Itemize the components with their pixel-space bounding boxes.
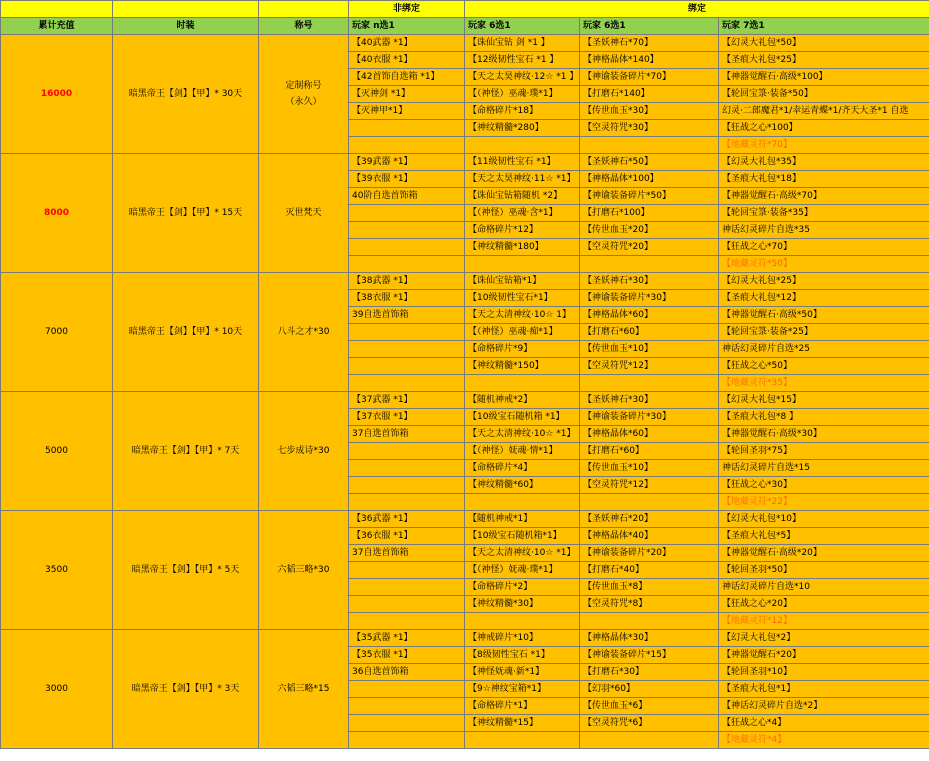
- reward-cell: 【40衣服 *1】: [349, 52, 465, 69]
- reward-cell: 【圣妖神石*30】: [580, 392, 719, 409]
- reward-cell: 【神器觉醒石·高级*50】: [719, 307, 929, 324]
- reward-cell: 【随机神戒*2】: [465, 392, 580, 409]
- title-reward: 八斗之才*30: [259, 273, 349, 392]
- reward-cell: 【10级韧性宝石*1】: [465, 290, 580, 307]
- reward-cell: [580, 613, 719, 630]
- reward-cell: 【圣痕大礼包*8 】: [719, 409, 929, 426]
- reward-cell: 【神谕装备碎片*15】: [580, 647, 719, 664]
- reward-cell: 【地藏灵符*22】: [719, 494, 929, 511]
- reward-cell: 【幻灵大礼包*2】: [719, 630, 929, 647]
- reward-cell: [349, 613, 465, 630]
- reward-cell: 【幻灵大礼包*25】: [719, 273, 929, 290]
- header-blank-2: [113, 1, 259, 18]
- header-row-top: [1, 1, 929, 18]
- reward-cell: 【幻灵大礼包*50】: [719, 35, 929, 52]
- reward-cell: 【神格晶体*60】: [580, 426, 719, 443]
- header-title: 称号: [259, 18, 349, 35]
- reward-cell: 【神纹精髓*150】: [465, 358, 580, 375]
- reward-cell: 神话幻灵碎片自选*15: [719, 460, 929, 477]
- reward-cell: 【10级宝石随机箱*1】: [465, 528, 580, 545]
- fashion-reward: 暗黑帝王【剑】【甲】* 30天: [113, 35, 259, 154]
- reward-cell: 【42首饰自选箱 *1】: [349, 69, 465, 86]
- header-pick6-b: 玩家 6选1: [580, 18, 719, 35]
- reward-cell: 【圣妖神石*20】: [580, 511, 719, 528]
- reward-cell: 【狂战之心*100】: [719, 120, 929, 137]
- reward-cell: 【天之太清神纹·10☆ 1】: [465, 307, 580, 324]
- reward-cell: [349, 579, 465, 596]
- reward-cell: [349, 137, 465, 154]
- reward-cell: [465, 613, 580, 630]
- reward-cell: 【38武器 *1】: [349, 273, 465, 290]
- reward-cell: 【神纹精髓*30】: [465, 596, 580, 613]
- reward-cell: 【圣妖神石*70】: [580, 35, 719, 52]
- header-pick6-a: 玩家 6选1: [465, 18, 580, 35]
- reward-cell: [580, 732, 719, 749]
- reward-cell: [349, 256, 465, 273]
- reward-cell: 【11级韧性宝石 *1】: [465, 154, 580, 171]
- reward-cell: 37自选首饰箱: [349, 545, 465, 562]
- reward-cell: 【诛仙宝钻箱随机 *2】: [465, 188, 580, 205]
- reward-cell: 【神格晶体*30】: [580, 630, 719, 647]
- reward-cell: 【诛仙宝钻 剑 *1 】: [465, 35, 580, 52]
- reward-cell: [349, 477, 465, 494]
- header-pick7: 玩家 7选1: [719, 18, 929, 35]
- reward-cell: 【神器觉醒石*20】: [719, 647, 929, 664]
- reward-cell: 幻灵·二郎魔君*1/幸运青蝶*1/齐天大圣*1 自选: [719, 103, 929, 120]
- header-row-columns: [1, 18, 929, 35]
- reward-cell: 【37武器 *1】: [349, 392, 465, 409]
- reward-cell: [349, 443, 465, 460]
- table-row: [1, 630, 929, 647]
- reward-cell: [465, 494, 580, 511]
- reward-cell: 【40武器 *1】: [349, 35, 465, 52]
- reward-cell: 【打磨石*60】: [580, 324, 719, 341]
- recharge-amount: 3000: [1, 630, 113, 749]
- header-recharge: 累计充值: [1, 18, 113, 35]
- reward-cell: 【（神怪）妩魂·情*1】: [465, 443, 580, 460]
- recharge-amount: 16000: [1, 35, 113, 154]
- reward-cell: 【空灵符咒*6】: [580, 715, 719, 732]
- reward-cell: 【天之太昊神纹·12☆ *1 】: [465, 69, 580, 86]
- reward-cell: 【轮回宝箓·装备*50】: [719, 86, 929, 103]
- reward-cell: 【神格晶体*60】: [580, 307, 719, 324]
- fashion-reward: 暗黑帝王【剑】【甲】* 15天: [113, 154, 259, 273]
- reward-cell: 【空灵符咒*30】: [580, 120, 719, 137]
- reward-cell: [349, 205, 465, 222]
- reward-cell: 【打磨石*60】: [580, 443, 719, 460]
- header-pick-n: 玩家 n选1: [349, 18, 465, 35]
- reward-cell: 【打磨石*140】: [580, 86, 719, 103]
- fashion-reward: 暗黑帝王【剑】【甲】* 5天: [113, 511, 259, 630]
- reward-cell: [465, 137, 580, 154]
- recharge-amount: 3500: [1, 511, 113, 630]
- reward-cell: 【狂战之心*50】: [719, 358, 929, 375]
- reward-cell: [349, 715, 465, 732]
- reward-cell: 【灭神剑 *1】: [349, 86, 465, 103]
- reward-cell: [465, 375, 580, 392]
- reward-cell: 【神谕装备碎片*20】: [580, 545, 719, 562]
- reward-cell: 【神器觉醒石·高级*20】: [719, 545, 929, 562]
- reward-cell: 【圣妖神石*30】: [580, 273, 719, 290]
- reward-cell: 神话幻灵碎片自选*35: [719, 222, 929, 239]
- reward-cell: [349, 698, 465, 715]
- reward-cell: [349, 460, 465, 477]
- reward-cell: 【幻灵大礼包*15】: [719, 392, 929, 409]
- fashion-reward: 暗黑帝王【剑】【甲】* 3天: [113, 630, 259, 749]
- reward-cell: 【狂战之心*30】: [719, 477, 929, 494]
- reward-cell: 【神纹精髓*60】: [465, 477, 580, 494]
- reward-cell: [349, 222, 465, 239]
- reward-cell: 【命格碎片*2】: [465, 579, 580, 596]
- title-reward: 六韬三略*15: [259, 630, 349, 749]
- reward-cell: 【36武器 *1】: [349, 511, 465, 528]
- fashion-reward: 暗黑帝王【剑】【甲】* 10天: [113, 273, 259, 392]
- reward-cell: 【神格晶体*100】: [580, 171, 719, 188]
- reward-cell: 【传世血玉*30】: [580, 103, 719, 120]
- header-bound: 绑定: [465, 1, 929, 18]
- reward-cell: 【轮回圣羽*50】: [719, 562, 929, 579]
- reward-cell: 【轮回宝箓·装备*35】: [719, 205, 929, 222]
- reward-cell: [349, 562, 465, 579]
- reward-cell: 【神器觉醒石·高级*70】: [719, 188, 929, 205]
- reward-cell: 37自选首饰箱: [349, 426, 465, 443]
- reward-cell: 【地藏灵符*50】: [719, 256, 929, 273]
- reward-cell: 【35武器 *1】: [349, 630, 465, 647]
- reward-cell: 【神谕装备碎片*50】: [580, 188, 719, 205]
- reward-cell: 【9☆神纹宝箱*1】: [465, 681, 580, 698]
- reward-cell: 【圣痕大礼包*5】: [719, 528, 929, 545]
- reward-cell: 【圣妖神石*50】: [580, 154, 719, 171]
- reward-cell: 【轮回圣羽*75】: [719, 443, 929, 460]
- reward-cell: [465, 732, 580, 749]
- reward-cell: [349, 341, 465, 358]
- recharge-amount: 5000: [1, 392, 113, 511]
- reward-cell: 【（神怪）妩魂·璞*1】: [465, 562, 580, 579]
- reward-cell: [349, 596, 465, 613]
- reward-cell: 神话幻灵碎片自选*25: [719, 341, 929, 358]
- reward-cell: 【神器觉醒石·高级*30】: [719, 426, 929, 443]
- reward-cell: 【神戒碎片*10】: [465, 630, 580, 647]
- reward-cell: [349, 681, 465, 698]
- table-row: [1, 154, 929, 171]
- reward-cell: 【打磨石*40】: [580, 562, 719, 579]
- reward-cell: 【37衣服 *1】: [349, 409, 465, 426]
- reward-cell: 【空灵符咒*12】: [580, 358, 719, 375]
- reward-cell: 36自选首饰箱: [349, 664, 465, 681]
- reward-cell: 【狂战之心*70】: [719, 239, 929, 256]
- reward-cell: [465, 256, 580, 273]
- reward-cell: 【39武器 *1】: [349, 154, 465, 171]
- reward-cell: 【传世血玉*20】: [580, 222, 719, 239]
- reward-cell: 【圣痕大礼包*18】: [719, 171, 929, 188]
- reward-cell: [580, 494, 719, 511]
- reward-cell: 【天之太清神纹·10☆ *1】: [465, 545, 580, 562]
- reward-cell: 【（神怪）巫魂·璞*1】: [465, 86, 580, 103]
- table-row: [1, 273, 929, 290]
- reward-cell: 【地藏灵符*4】: [719, 732, 929, 749]
- reward-cell: 【打磨石*100】: [580, 205, 719, 222]
- reward-cell: 【灭神甲*1】: [349, 103, 465, 120]
- reward-cell: 【传世血玉*8】: [580, 579, 719, 596]
- reward-cell: 【神器觉醒石·高级*100】: [719, 69, 929, 86]
- reward-cell: 【命格碎片*18】: [465, 103, 580, 120]
- reward-cell: 【地藏灵符*12】: [719, 613, 929, 630]
- reward-cell: 【8级韧性宝石 *1】: [465, 647, 580, 664]
- reward-cell: 【神纹精髓*180】: [465, 239, 580, 256]
- reward-cell: 【天之太清神纹·10☆ *1】: [465, 426, 580, 443]
- reward-cell: 【神纹精髓*280】: [465, 120, 580, 137]
- reward-cell: 【传世血玉*10】: [580, 341, 719, 358]
- fashion-reward: 暗黑帝王【剑】【甲】* 7天: [113, 392, 259, 511]
- reward-cell: 【轮回圣羽*10】: [719, 664, 929, 681]
- reward-cell: 【39衣服 *1】: [349, 171, 465, 188]
- reward-cell: 【神谕装备碎片*30】: [580, 290, 719, 307]
- title-reward: 定制称号 （永久）: [259, 35, 349, 154]
- reward-cell: 【神格晶体*140】: [580, 52, 719, 69]
- title-reward: 灭世梵天: [259, 154, 349, 273]
- reward-table-body: [1, 1, 929, 749]
- recharge-amount: 7000: [1, 273, 113, 392]
- table-row: [1, 511, 929, 528]
- reward-cell: [580, 256, 719, 273]
- reward-cell: 【命格碎片*1】: [465, 698, 580, 715]
- reward-cell: 【传世血玉*10】: [580, 460, 719, 477]
- title-reward: 六韬三略*30: [259, 511, 349, 630]
- reward-cell: 40阶自选首饰箱: [349, 188, 465, 205]
- reward-cell: 【神怪妩魂·新*1】: [465, 664, 580, 681]
- header-fashion: 时装: [113, 18, 259, 35]
- reward-cell: 【圣痕大礼包*25】: [719, 52, 929, 69]
- reward-cell: 【圣痕大礼包*1】: [719, 681, 929, 698]
- reward-cell: 【天之太昊神纹·11☆ *1】: [465, 171, 580, 188]
- table-row: [1, 392, 929, 409]
- reward-cell: [349, 358, 465, 375]
- table-row: [1, 35, 929, 52]
- reward-cell: 【打磨石*30】: [580, 664, 719, 681]
- reward-cell: 【狂战之心*4】: [719, 715, 929, 732]
- reward-cell: 【地藏灵符*70】: [719, 137, 929, 154]
- title-reward: 七步成诗*30: [259, 392, 349, 511]
- reward-cell: 【神格晶体*40】: [580, 528, 719, 545]
- header-blank-1: [1, 1, 113, 18]
- header-blank-3: [259, 1, 349, 18]
- reward-cell: 【35衣服 *1】: [349, 647, 465, 664]
- reward-cell: 神话幻灵碎片自选*10: [719, 579, 929, 596]
- reward-cell: 【随机神戒*1】: [465, 511, 580, 528]
- reward-cell: 【幻羽*60】: [580, 681, 719, 698]
- reward-cell: [349, 120, 465, 137]
- reward-cell: [349, 239, 465, 256]
- reward-cell: 【神纹精髓*15】: [465, 715, 580, 732]
- reward-cell: 【10级宝石随机箱 *1】: [465, 409, 580, 426]
- reward-cell: [349, 732, 465, 749]
- reward-cell: 【诛仙宝钻箱*1】: [465, 273, 580, 290]
- reward-cell: 39自选首饰箱: [349, 307, 465, 324]
- reward-cell: [349, 324, 465, 341]
- reward-cell: 【神谕装备碎片*70】: [580, 69, 719, 86]
- reward-cell: [580, 375, 719, 392]
- reward-cell: 【神话幻灵碎片自选*2】: [719, 698, 929, 715]
- reward-cell: 【幻灵大礼包*10】: [719, 511, 929, 528]
- reward-cell: 【狂战之心*20】: [719, 596, 929, 613]
- reward-cell: 【38衣服 *1】: [349, 290, 465, 307]
- reward-cell: 【空灵符咒*20】: [580, 239, 719, 256]
- reward-cell: 【神谕装备碎片*30】: [580, 409, 719, 426]
- recharge-amount: 8000: [1, 154, 113, 273]
- reward-cell: 【（神怪）巫魂·含*1】: [465, 205, 580, 222]
- reward-cell: 【空灵符咒*8】: [580, 596, 719, 613]
- reward-cell: 【36衣服 *1】: [349, 528, 465, 545]
- reward-cell: 【传世血玉*6】: [580, 698, 719, 715]
- reward-cell: 【地藏灵符*35】: [719, 375, 929, 392]
- reward-cell: 【空灵符咒*12】: [580, 477, 719, 494]
- reward-cell: 【（神怪）巫魂·痴*1】: [465, 324, 580, 341]
- reward-cell: 【幻灵大礼包*35】: [719, 154, 929, 171]
- reward-cell: 【命格碎片*9】: [465, 341, 580, 358]
- reward-cell: [349, 375, 465, 392]
- header-nonbound: 非绑定: [349, 1, 465, 18]
- reward-cell: [349, 494, 465, 511]
- reward-cell: 【12级韧性宝石 *1 】: [465, 52, 580, 69]
- reward-cell: 【命格碎片*4】: [465, 460, 580, 477]
- reward-cell: 【圣痕大礼包*12】: [719, 290, 929, 307]
- reward-cell: [580, 137, 719, 154]
- reward-cell: 【命格碎片*12】: [465, 222, 580, 239]
- reward-cell: 【轮回宝箓·装备*25】: [719, 324, 929, 341]
